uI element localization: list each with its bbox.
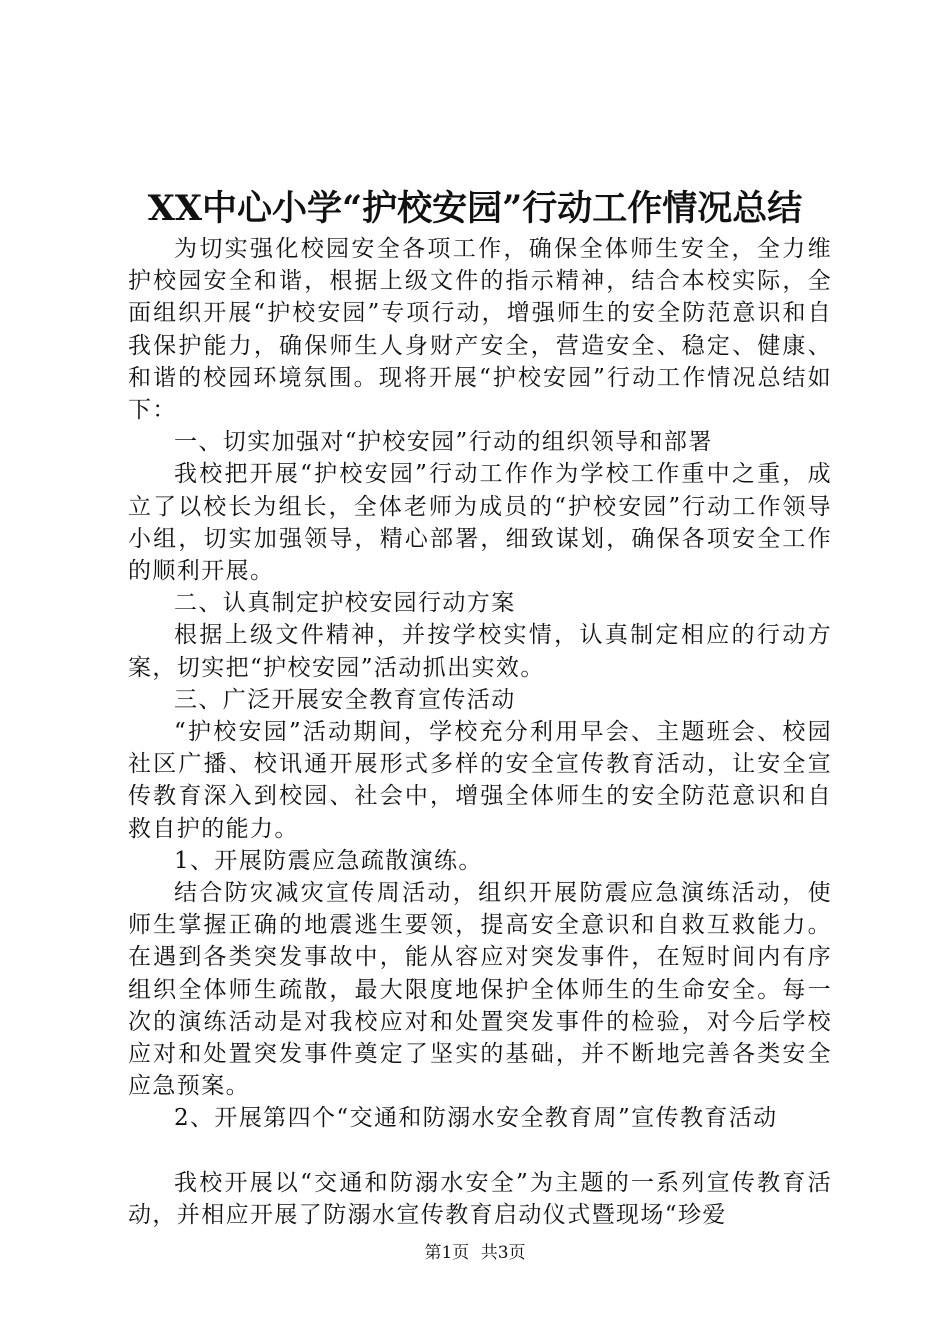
subsection-paragraph-1: 结合防灾减灾宣传周活动，组织开展防震应急演练活动，使师生掌握正确的地震逃生要领，提高安全意识和自救互救能力。在遇到各类突发事故中，能从容应对突发事件，在短时间内有序组织全体师生疏散，最大限度地保护全体师生的生命安全。每一次的演练活动是对我校应对和处置突发事件的检验，对今后学校应对和处置突发事件奠定了坚实的基础，并不断地完善各类安全应急预案。 (128, 880, 832, 1100)
page-number: 第1页 (424, 1243, 470, 1263)
page-footer (0, 1241, 950, 1265)
document-title: XX中心小学“护校安园”行动工作情况总结 (147, 188, 803, 229)
subsection-paragraph-2: 我校开展以“交通和防溺水安全”为主题的一系列宣传教育活动，并相应开展了防溺水宣传教育启动仪式暨现场“珍爱 (128, 1169, 832, 1229)
subsection-heading-1: 1、开展防震应急疏散演练。 (174, 847, 483, 874)
document-body (128, 233, 832, 1231)
section-heading-2: 二、认真制定护校安园行动方案 (174, 590, 516, 617)
section-heading-3: 三、广泛开展安全教育宣传活动 (174, 686, 516, 713)
section-paragraph-2: 根据上级文件精神，并按学校实情，认真制定相应的行动方案，切实把“护校安园”活动抓出实效。 (128, 622, 832, 681)
intro-paragraph: 为切实强化校园安全各项工作，确保全体师生安全，全力维护校园安全和谐，根据上级文件的指示精神，结合本校实际，全面组织开展“护校安园”专项行动，增强师生的安全防范意识和自我保护能力，确保师生人身财产安全，营造安全、稳定、健康、和谐的校园环境氛围。现将开展“护校安园”行动工作情况总结如下： (128, 236, 832, 424)
page-total: 共3页 (480, 1243, 526, 1263)
section-heading-1: 一、切实加强对“护校安园”行动的组织领导和部署 (174, 429, 713, 456)
section-paragraph-3: “护校安园”活动期间，学校充分利用早会、主题班会、校园社区广播、校讯通开展形式多样的安全宣传教育活动，让安全宣传教育深入到校园、社会中，增强全体师生的安全防范意识和自救自护的能力。 (128, 719, 832, 842)
section-paragraph-1: 我校把开展“护校安园”行动工作作为学校工作重中之重，成立了以校长为组长，全体老师为成员的“护校安园”行动工作领导小组，切实加强领导，精心部署，细致谋划，确保各项安全工作的顺利开展。 (128, 461, 832, 585)
subsection-heading-2: 2、开展第四个“交通和防溺水安全教育周”宣传教育活动 (174, 1105, 778, 1132)
